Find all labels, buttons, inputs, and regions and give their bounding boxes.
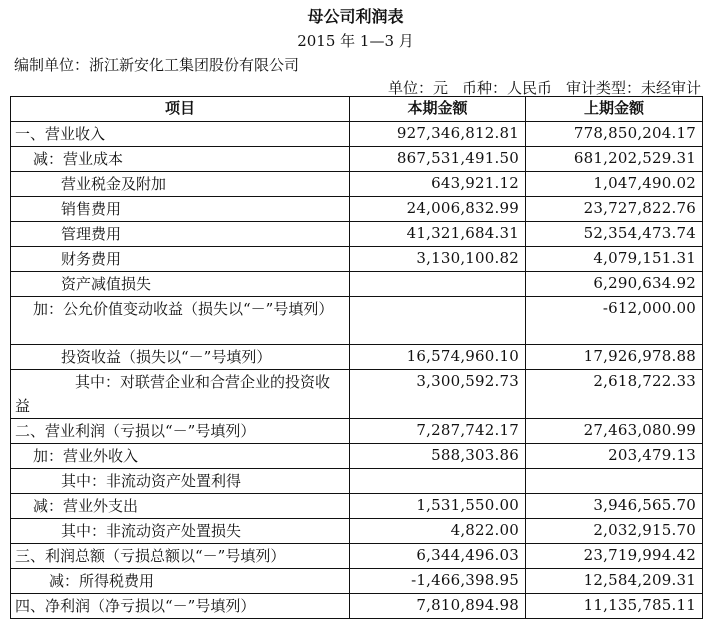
row-label: 三、利润总额（亏损总额以“－”号填列） (11, 544, 350, 569)
table-row (11, 297, 703, 345)
prior-amount: -612,000.00 (526, 297, 703, 345)
statement-period: 2015 年 1—3 月 (297, 32, 414, 50)
table-row (11, 519, 703, 544)
table-row (11, 122, 703, 147)
prior-amount: 3,946,565.70 (526, 494, 703, 519)
current-amount: 7,287,742.17 (350, 419, 526, 444)
column-header-prior: 上期金额 (526, 97, 703, 122)
row-label: 减：营业外支出 (11, 494, 350, 519)
prior-amount: 1,047,490.02 (526, 172, 703, 197)
row-label: 管理费用 (11, 222, 350, 247)
current-amount: 588,303.86 (350, 444, 526, 469)
prior-amount: 203,479.13 (526, 444, 703, 469)
prior-amount: 778,850,204.17 (526, 122, 703, 147)
prior-amount: 23,727,822.76 (526, 197, 703, 222)
table-row (11, 272, 703, 297)
table-row (11, 197, 703, 222)
row-label: 减：所得税费用 (11, 569, 350, 594)
current-amount: 41,321,684.31 (350, 222, 526, 247)
current-amount: 7,810,894.98 (350, 594, 526, 619)
column-header-item: 项目 (11, 97, 350, 122)
row-label: 四、净利润（净亏损以“－”号填列） (11, 594, 350, 619)
row-label: 其中：非流动资产处置损失 (11, 519, 350, 544)
current-amount: 3,130,100.82 (350, 247, 526, 272)
table-row (11, 247, 703, 272)
current-amount: 643,921.12 (350, 172, 526, 197)
income-statement-table (10, 96, 703, 619)
table-row (11, 594, 703, 619)
prior-amount: 2,032,915.70 (526, 519, 703, 544)
prior-amount: 6,290,634.92 (526, 272, 703, 297)
row-label: 减：营业成本 (11, 147, 350, 172)
current-amount (350, 272, 526, 297)
audit-type-label: 审计类型：未经审计 (565, 79, 701, 97)
table-row (11, 469, 703, 494)
table-row (11, 569, 703, 594)
prior-amount: 23,719,994.42 (526, 544, 703, 569)
table-row (11, 444, 703, 469)
current-amount: 24,006,832.99 (350, 197, 526, 222)
table-row (11, 222, 703, 247)
prior-amount: 12,584,209.31 (526, 569, 703, 594)
current-amount (350, 469, 526, 494)
row-label: 二、营业利润（亏损以“－”号填列） (11, 419, 350, 444)
unit-label: 单位：元 (387, 79, 448, 97)
current-amount: 3,300,592.73 (350, 370, 526, 419)
row-label: 其中：非流动资产处置利得 (11, 469, 350, 494)
current-amount: 6,344,496.03 (350, 544, 526, 569)
statement-title: 母公司利润表 (307, 7, 404, 26)
currency-label: 币种：人民币 (461, 79, 552, 97)
prior-amount (526, 469, 703, 494)
row-label: 投资收益（损失以“－”号填列） (11, 345, 350, 370)
prior-amount: 17,926,978.88 (526, 345, 703, 370)
current-amount: 867,531,491.50 (350, 147, 526, 172)
current-amount: 4,822.00 (350, 519, 526, 544)
row-label: 销售费用 (11, 197, 350, 222)
current-amount: -1,466,398.95 (350, 569, 526, 594)
current-amount: 927,346,812.81 (350, 122, 526, 147)
prior-amount: 2,618,722.33 (526, 370, 703, 419)
table-row (11, 544, 703, 569)
column-header-current: 本期金额 (350, 97, 526, 122)
preparing-entity: 编制单位：浙江新安化工集团股份有限公司 (14, 56, 300, 74)
row-label: 一、营业收入 (11, 122, 350, 147)
prior-amount: 11,135,785.11 (526, 594, 703, 619)
table-header-row (11, 97, 703, 122)
current-amount: 16,574,960.10 (350, 345, 526, 370)
row-label: 资产减值损失 (11, 272, 350, 297)
row-label: 营业税金及附加 (11, 172, 350, 197)
table-row (11, 494, 703, 519)
current-amount: 1,531,550.00 (350, 494, 526, 519)
row-label: 财务费用 (11, 247, 350, 272)
prior-amount: 52,354,473.74 (526, 222, 703, 247)
unit-info-line (374, 77, 701, 98)
table-row (11, 419, 703, 444)
table-row (11, 370, 703, 419)
row-label: 其中：对联营企业和合营企业的投资收益 (11, 370, 350, 419)
current-amount (350, 297, 526, 345)
prior-amount: 681,202,529.31 (526, 147, 703, 172)
table-row (11, 345, 703, 370)
table-row (11, 147, 703, 172)
row-label: 加：公允价值变动收益（损失以“－”号填列） (11, 297, 350, 345)
table-row (11, 172, 703, 197)
prior-amount: 27,463,080.99 (526, 419, 703, 444)
prior-amount: 4,079,151.31 (526, 247, 703, 272)
row-label: 加：营业外收入 (11, 444, 350, 469)
